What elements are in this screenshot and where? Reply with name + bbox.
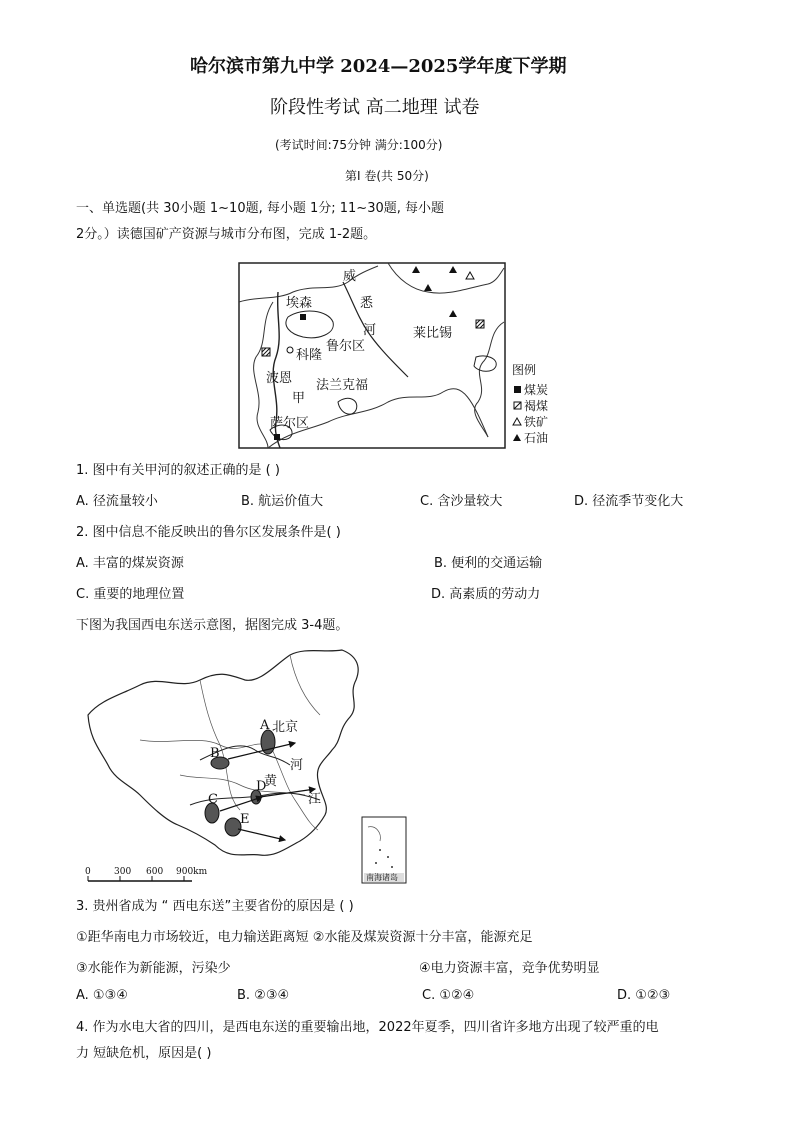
q2-stem: 2. 图中信息不能反映出的鲁尔区发展条件是( )	[76, 525, 341, 540]
label-frankfurt: 法兰克福	[316, 378, 369, 393]
q2-option-d[interactable]: D. 高素质的劳动力	[431, 587, 541, 602]
region-e	[225, 818, 241, 836]
scale-bar	[85, 867, 208, 881]
q3-statement-1-2: ①距华南电力市场较近，电力输送距离短 ②水能及煤炭资源十分丰富，能源充足	[76, 930, 533, 945]
label-a: A	[260, 718, 270, 733]
exam-subtitle: 阶段性考试 高二地理 试卷	[270, 97, 480, 118]
intro-2: 下图为我国西电东送示意图，据图完成 3-4题。	[76, 618, 349, 633]
q1-option-d[interactable]: D. 径流季节变化大	[574, 494, 684, 509]
city-bonn-marker	[287, 347, 293, 353]
q1-option-b[interactable]: B. 航运价值大	[241, 494, 324, 509]
svg-text:煤炭: 煤炭	[524, 383, 549, 397]
germany-map	[238, 262, 556, 450]
label-b: B	[210, 746, 220, 761]
label-jiang: 江	[308, 792, 322, 807]
china-power-map	[80, 645, 410, 887]
label-d: D	[256, 779, 267, 794]
section-heading: 第Ⅰ 卷(共 50分)	[345, 169, 429, 183]
svg-text:褐煤: 褐煤	[524, 399, 549, 413]
intro-line-1: 一、单选题(共 30小题 1~10题, 每小题 1分; 11~30题, 每小题	[76, 201, 445, 216]
svg-text:石油: 石油	[524, 431, 549, 445]
q3-option-c[interactable]: C. ①②④	[422, 988, 475, 1003]
svg-text:0: 0	[85, 867, 91, 877]
exam-title: 哈尔滨市第九中学 2024—2025学年度下学期	[190, 56, 567, 77]
svg-text:600: 600	[146, 867, 164, 877]
south-china-sea-inset	[362, 817, 406, 883]
label-beijing: 北京	[272, 720, 299, 735]
map-legend	[512, 362, 548, 445]
label-e: E	[240, 812, 250, 827]
q1-option-a[interactable]: A. 径流量较小	[76, 494, 158, 509]
label-saar: 萨尔区	[270, 416, 310, 431]
exam-info: (考试时间:75分钟 满分:100分)	[275, 138, 443, 152]
q3-option-d[interactable]: D. ①②③	[617, 988, 671, 1003]
label-jia: 甲	[292, 391, 306, 406]
label-cologne: 科隆	[296, 348, 323, 363]
q4-stem-line-1: 4. 作为水电大省的四川，是西电东送的重要输出地，2022年夏季，四川省许多地方出现了较严重的电	[76, 1020, 659, 1035]
q2-option-c[interactable]: C. 重要的地理位置	[76, 587, 185, 602]
svg-text:铁矿: 铁矿	[524, 415, 549, 429]
label-bonn: 波恩	[266, 371, 293, 386]
q3-statement-3: ③水能作为新能源，污染少	[76, 961, 231, 976]
svg-text:南海诸岛: 南海诸岛	[366, 873, 398, 882]
q3-stem: 3. 贵州省成为 “ 西电东送”主要省份的原因是 ( )	[76, 899, 354, 914]
label-he: 河	[363, 323, 377, 338]
q2-option-a[interactable]: A. 丰富的煤炭资源	[76, 556, 184, 571]
label-leipzig: 莱比锡	[413, 326, 453, 341]
q3-option-b[interactable]: B. ②③④	[237, 988, 290, 1003]
intro-line-2: 2分。）读德国矿产资源与城市分布图，完成 1-2题。	[76, 227, 377, 242]
q1-option-c[interactable]: C. 含沙量较大	[420, 494, 503, 509]
q3-option-a[interactable]: A. ①③④	[76, 988, 128, 1003]
label-xi: 悉	[360, 296, 374, 311]
label-he-river: 河	[290, 758, 304, 773]
q1-stem: 1. 图中有关甲河的叙述正确的是 ( )	[76, 463, 280, 478]
label-ruhr: 鲁尔区	[326, 339, 366, 354]
svg-text:图例: 图例	[512, 363, 537, 377]
q3-statement-4: ④电力资源丰富，竞争优势明显	[419, 961, 600, 976]
coal-symbol-essen	[300, 314, 306, 320]
label-huang: 黄	[264, 774, 278, 789]
label-c: C	[208, 792, 218, 807]
label-essen: 埃森	[286, 296, 313, 311]
label-wei: 威	[343, 269, 357, 284]
svg-text:900km: 900km	[176, 867, 208, 877]
coal-symbol-saar	[274, 434, 280, 440]
q4-stem-line-2: 力 短缺危机，原因是( )	[76, 1046, 212, 1061]
q2-option-b[interactable]: B. 便利的交通运输	[434, 556, 543, 571]
svg-text:300: 300	[114, 867, 132, 877]
